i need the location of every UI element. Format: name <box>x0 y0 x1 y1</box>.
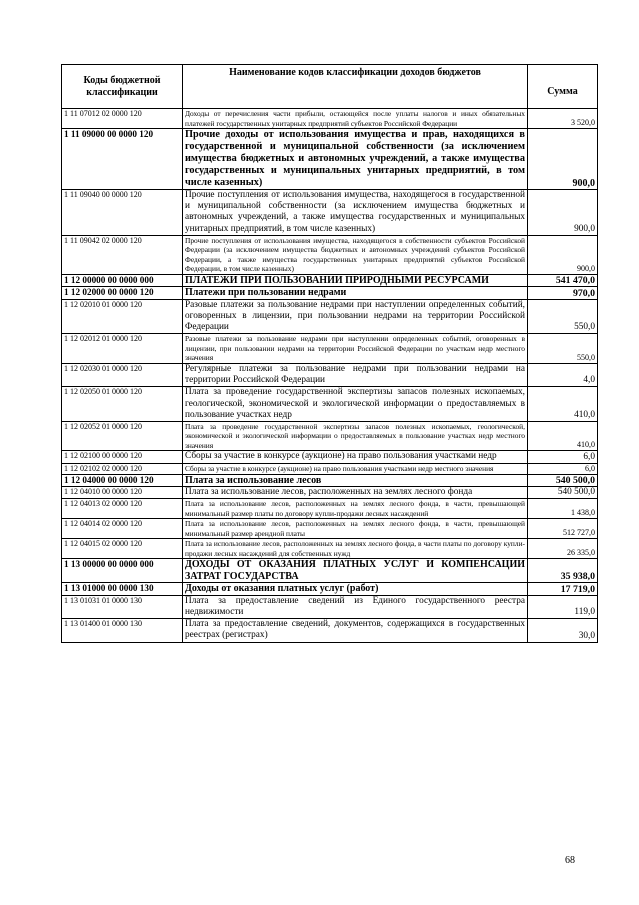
row-code: 1 13 01400 01 0000 130 <box>62 619 183 642</box>
row-name: Плата за предоставление сведений, документов, содержащихся в государственных реестрах (регистрах) <box>183 619 528 642</box>
row-code: 1 12 04010 00 0000 120 <box>62 487 183 499</box>
row-name: Плата за использование лесов, расположенных на землях лесного фонда, в части платы по договору купли-продажи лесных насаждений для собственных нужд <box>183 539 528 559</box>
row-code: 1 12 04000 00 0000 120 <box>62 474 183 487</box>
row-code: 1 13 01031 01 0000 130 <box>62 595 183 618</box>
row-name: Плата за использование лесов, расположенных на землях лесного фонда <box>183 487 528 499</box>
row-sum: 900,0 <box>528 129 598 190</box>
table-row <box>62 299 598 334</box>
table-row <box>62 474 598 487</box>
row-sum: 900,0 <box>528 190 598 236</box>
table-row <box>62 129 598 190</box>
row-name: Разовые платежи за пользование недрами при наступлении определенных событий, оговоренных в лицензии, при пользовании недрами на территории Российской Федерации по участкам недр местного значения <box>183 334 528 364</box>
row-sum: 30,0 <box>528 619 598 642</box>
row-name: Плата за проведение государственной экспертизы запасов полезных ископаемых, геологической, экономической и экологической информации о предоставляемых в пользование участках недр <box>183 387 528 422</box>
table-row <box>62 583 598 596</box>
row-name: ДОХОДЫ ОТ ОКАЗАНИЯ ПЛАТНЫХ УСЛУГ И КОМПЕНСАЦИИ ЗАТРАТ ГОСУДАРСТВА <box>183 559 528 583</box>
row-code: 1 12 02050 01 0000 120 <box>62 387 183 422</box>
table-row <box>62 519 598 539</box>
row-sum: 970,0 <box>528 287 598 300</box>
row-sum: 512 727,0 <box>528 519 598 539</box>
table-row <box>62 559 598 583</box>
row-code: 1 11 09040 00 0000 120 <box>62 190 183 236</box>
row-code: 1 13 01000 00 0000 130 <box>62 583 183 596</box>
row-code: 1 11 09000 00 0000 120 <box>62 129 183 190</box>
row-code: 1 12 02030 01 0000 120 <box>62 363 183 386</box>
page-number: 68 <box>565 855 575 866</box>
row-name: Сборы за участие в конкурсе (аукционе) на право пользования участками недр местного значения <box>183 463 528 474</box>
header-sum: Сумма <box>528 65 598 109</box>
row-code: 1 12 02012 01 0000 120 <box>62 334 183 364</box>
row-sum: 1 438,0 <box>528 499 598 519</box>
table-row <box>62 463 598 474</box>
row-name: Плата за предоставление сведений из Единого государственного реестра недвижимости <box>183 595 528 618</box>
row-sum: 35 938,0 <box>528 559 598 583</box>
row-code: 1 12 02102 02 0000 120 <box>62 463 183 474</box>
row-name: Доходы от перечисления части прибыли, остающейся после уплаты налогов и иных обязательных платежей государственных унитарных предприятий субъектов Российской Федерации <box>183 109 528 129</box>
row-sum: 550,0 <box>528 334 598 364</box>
row-code: 1 12 00000 00 0000 000 <box>62 274 183 287</box>
row-name: Регулярные платежи за пользование недрами при пользовании недрами на территории Российской Федерации <box>183 363 528 386</box>
row-sum: 540 500,0 <box>528 487 598 499</box>
budget-income-table <box>61 64 598 643</box>
row-sum: 410,0 <box>528 421 598 451</box>
row-code: 1 12 04013 02 0000 120 <box>62 499 183 519</box>
table-row <box>62 595 598 618</box>
row-sum: 540 500,0 <box>528 474 598 487</box>
row-code: 1 11 09042 02 0000 120 <box>62 235 183 274</box>
row-sum: 4,0 <box>528 363 598 386</box>
header-name: Наименование кодов классификации доходов бюджетов <box>183 65 528 109</box>
row-name: Разовые платежи за пользование недрами при наступлении определенных событий, оговоренных в лицензии, при пользовании недрами на территории Российской Федерации <box>183 299 528 334</box>
row-sum: 900,0 <box>528 235 598 274</box>
table-row <box>62 334 598 364</box>
table-row <box>62 421 598 451</box>
row-code: 1 11 07012 02 0000 120 <box>62 109 183 129</box>
row-sum: 6,0 <box>528 451 598 463</box>
row-sum: 6,0 <box>528 463 598 474</box>
row-sum: 541 470,0 <box>528 274 598 287</box>
row-code: 1 12 02010 01 0000 120 <box>62 299 183 334</box>
table-row <box>62 274 598 287</box>
table-row <box>62 499 598 519</box>
row-sum: 119,0 <box>528 595 598 618</box>
row-name: Плата за проведение государственной экспертизы запасов полезных ископаемых, геологической, экономической и экологической информации о предоставляемых в пользование участках недр местного значения <box>183 421 528 451</box>
row-name: Прочие поступления от использования имущества, находящегося в государственной и муниципальной собственности (за исключением имущества бюджетных и автономных учреждений, а также имущества государственных и муниципальных унитарных предприятий, в том числе казенных) <box>183 190 528 236</box>
row-name: Плата за использование лесов, расположенных на землях лесного фонда, в части, превышающей минимальный размер арендной платы <box>183 519 528 539</box>
row-sum: 550,0 <box>528 299 598 334</box>
row-sum: 410,0 <box>528 387 598 422</box>
row-name: Платежи при пользовании недрами <box>183 287 528 300</box>
table-row <box>62 387 598 422</box>
table-row <box>62 109 598 129</box>
table-row <box>62 235 598 274</box>
row-sum: 26 335,0 <box>528 539 598 559</box>
row-name: ПЛАТЕЖИ ПРИ ПОЛЬЗОВАНИИ ПРИРОДНЫМИ РЕСУРСАМИ <box>183 274 528 287</box>
table-row <box>62 287 598 300</box>
row-name: Доходы от оказания платных услуг (работ) <box>183 583 528 596</box>
row-code: 1 13 00000 00 0000 000 <box>62 559 183 583</box>
row-name: Сборы за участие в конкурсе (аукционе) на право пользования участками недр <box>183 451 528 463</box>
table-header-row <box>62 65 598 109</box>
row-name: Плата за использование лесов <box>183 474 528 487</box>
row-code: 1 12 04015 02 0000 120 <box>62 539 183 559</box>
row-name: Прочие доходы от использования имущества и прав, находящихся в государственной и муниципальной собственности (за исключением имущества бюджетных и автономных учреждений, а также имущества государственных и муниципальных унитарных предприятий, в том числе казенных) <box>183 129 528 190</box>
row-sum: 17 719,0 <box>528 583 598 596</box>
row-name: Плата за использование лесов, расположенных на землях лесного фонда, в части, превышающей минимальный размер платы по договору купли-продажи лесных насаждений <box>183 499 528 519</box>
table-row <box>62 539 598 559</box>
row-name: Прочие поступления от использования имущества, находящегося в собственности субъектов Российской Федерации (за исключением имущества бюджетных и автономных учреждений субъектов Российской Федерации, а также имущества государственных унитарных предприятий субъектов Российской Федерации, в том числе казенных) <box>183 235 528 274</box>
table-row <box>62 451 598 463</box>
budget-income-table-sheet <box>61 64 597 643</box>
row-code: 1 12 02052 01 0000 120 <box>62 421 183 451</box>
row-code: 1 12 04014 02 0000 120 <box>62 519 183 539</box>
table-row <box>62 190 598 236</box>
row-sum: 3 520,0 <box>528 109 598 129</box>
row-code: 1 12 02000 00 0000 120 <box>62 287 183 300</box>
table-row <box>62 363 598 386</box>
table-row <box>62 487 598 499</box>
header-codes: Коды бюджетной классификации <box>62 65 183 109</box>
table-row <box>62 619 598 642</box>
row-code: 1 12 02100 00 0000 120 <box>62 451 183 463</box>
